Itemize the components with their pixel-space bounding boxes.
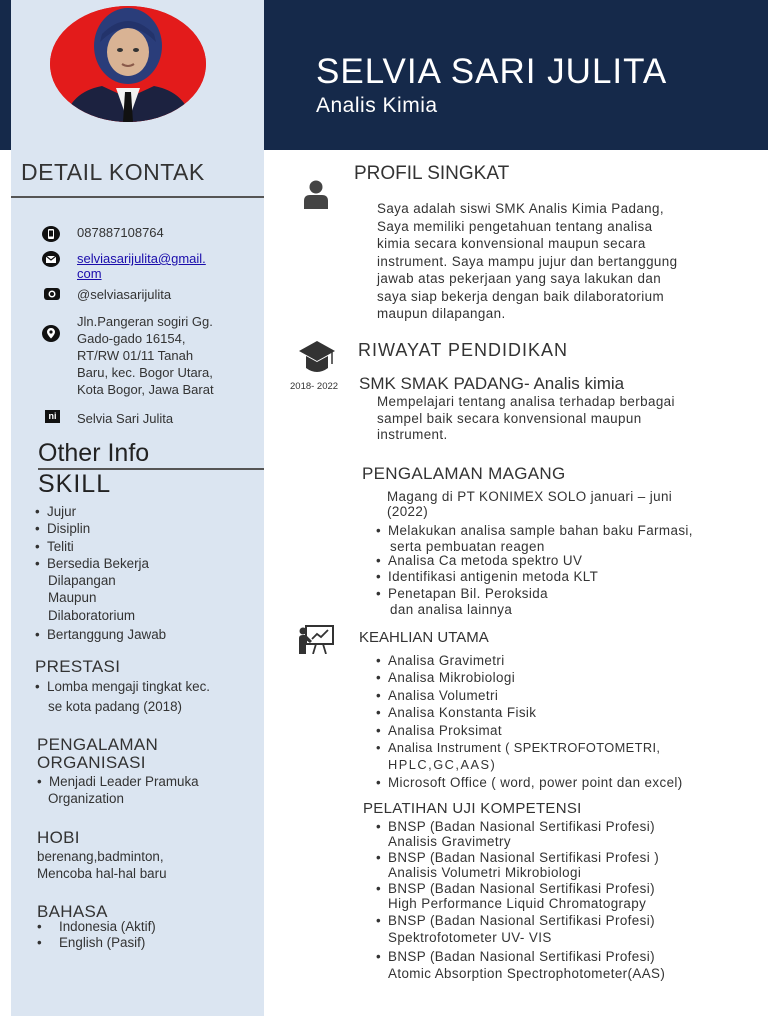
pelatihan-item-line: • BNSP (Badan Nasional Sertifikasi Profesi )	[388, 850, 660, 866]
education-school: SMK SMAK PADANG- Analis kimia	[359, 374, 625, 393]
profil-line: kimia secara konvensional maupun secara	[377, 236, 646, 251]
address-line: Gado-gado 16154,	[77, 331, 186, 346]
magang-item-line: • Analisa Ca metoda spektro UV	[388, 552, 583, 568]
organisasi-heading-line: PENGALAMAN	[37, 735, 159, 754]
organisasi-heading-line: ORGANISASI	[37, 753, 146, 772]
address-line: Jln.Pangeran sogiri Gg.	[77, 314, 213, 329]
pelatihan-item-line: • BNSP (Badan Nasional Sertifikasi Profesi)	[388, 912, 655, 928]
contact-linkedin: Selvia Sari Julita	[77, 411, 174, 426]
skill-item: • Jujur	[35, 503, 255, 520]
keahlian-item: • Analisa Proksimat	[376, 722, 761, 739]
pelatihan-item	[376, 882, 761, 911]
contact-email-line1: selviasarijulita@gmail.	[77, 251, 206, 266]
location-icon	[42, 325, 60, 342]
profil-line: Saya memiliki pengetahuan tentang analisa	[377, 218, 653, 234]
skill-item-continuation-line: Dilaboratorium	[48, 607, 136, 623]
skill-list	[35, 503, 255, 643]
linkedin-icon: ni	[45, 410, 60, 423]
phone-icon	[42, 226, 60, 242]
prestasi-heading: PRESTASI	[35, 657, 121, 676]
person-icon	[303, 180, 329, 209]
email-icon	[42, 251, 60, 267]
education-years: 2018- 2022	[290, 381, 339, 392]
bahasa-item: • Indonesia (Aktif)	[37, 919, 156, 934]
keahlian-item-line: HPLC,GC,AAS)	[388, 757, 497, 773]
education-desc-line: instrument.	[377, 427, 448, 442]
candidate-role: Analis Kimia	[316, 94, 438, 117]
pelatihan-item-line: Atomic Absorption Spectrophotometer(AAS)	[388, 966, 666, 982]
address-line: Kota Bogor, Jawa Barat	[77, 382, 214, 397]
education-desc-line: sampel baik secara konvensional maupun	[377, 410, 642, 426]
other-info-heading: Other Info	[38, 439, 150, 467]
hobi-text	[37, 848, 167, 883]
magang-intro-line: Magang di PT KONIMEX SOLO januari – juni	[387, 489, 673, 504]
organisasi-item: • Menjadi Leader Pramuka	[37, 773, 262, 790]
magang-item-line: dan analisa lainnya	[390, 602, 513, 617]
pelatihan-item	[376, 820, 761, 849]
bahasa-item-text: English (Pasif)	[59, 935, 146, 950]
profil-text	[377, 200, 757, 323]
skill-item: • Bertanggung Jawab	[35, 626, 255, 643]
pelatihan-item	[376, 851, 761, 880]
contact-email-link[interactable]	[77, 250, 206, 280]
skill-item-continuation-line: Maupun	[48, 590, 97, 606]
contact-heading: DETAIL KONTAK	[21, 159, 205, 185]
keahlian-item: • Analisa Gravimetri	[376, 652, 761, 669]
skill-item: • Teliti	[35, 538, 255, 555]
bahasa-heading: BAHASA	[37, 902, 108, 921]
pelatihan-item-line: • BNSP (Badan Nasional Sertifikasi Profesi)	[388, 819, 655, 834]
prestasi-list	[35, 678, 260, 716]
pelatihan-heading: PELATIHAN UJI KOMPETENSI	[363, 800, 582, 817]
magang-item	[376, 553, 761, 570]
bahasa-list	[37, 919, 156, 951]
graduation-cap-icon	[298, 340, 336, 376]
hobi-line: berenang,badminton,	[37, 849, 164, 864]
magang-item-line: • Penetapan Bil. Peroksida	[388, 585, 548, 601]
magang-heading: PENGALAMAN MAGANG	[362, 464, 566, 483]
contact-phone: 087887108764	[77, 225, 164, 240]
profil-line: saya siap bekerja dengan baik dilaboratorium	[377, 288, 665, 304]
keahlian-item: • Analisa Volumetri	[376, 687, 761, 704]
bahasa-item: • English (Pasif)	[37, 935, 146, 950]
profil-line: jawab atas pekerjaan yang saya lakukan dan	[377, 271, 662, 286]
organisasi-heading	[37, 736, 158, 772]
skill-item: • Bersedia Bekerja	[35, 555, 255, 572]
instagram-icon	[44, 287, 60, 301]
hobi-heading: HOBI	[37, 828, 80, 847]
magang-item	[376, 523, 761, 553]
skill-item: • Disiplin	[35, 520, 255, 537]
pelatihan-item	[376, 914, 761, 946]
profil-line: Saya adalah siswi SMK Analis Kimia Padang,	[377, 201, 664, 216]
organisasi-list	[37, 773, 262, 808]
avatar	[50, 6, 206, 122]
magang-list	[376, 523, 761, 619]
keahlian-item: • Analisa Mikrobiologi	[376, 669, 761, 686]
pelatihan-item-line: • BNSP (Badan Nasional Sertifikasi Profesi)	[388, 881, 655, 897]
pelatihan-item-line: Analisis Volumetri Mikrobiologi	[388, 864, 582, 880]
keahlian-heading: KEAHLIAN UTAMA	[359, 629, 489, 646]
skill-item-continuation	[35, 572, 255, 624]
prestasi-item-continuation: se kota padang (2018)	[48, 699, 183, 715]
presentation-icon	[298, 625, 334, 654]
address-line: Baru, kec. Bogor Utara,	[77, 365, 213, 380]
contact-address	[77, 313, 214, 398]
skill-heading: SKILL	[38, 470, 112, 498]
prestasi-item: • Lomba mengaji tingkat kec.	[35, 678, 260, 695]
contact-instagram: @selviasarijulita	[77, 287, 172, 302]
magang-item	[376, 586, 761, 619]
keahlian-item-line: • Analisa Instrument ( SPEKTROFOTOMETRI,	[388, 740, 661, 756]
profil-line: maupun dilapangan.	[377, 306, 506, 321]
bahasa-item-text: Indonesia (Aktif)	[59, 919, 156, 934]
magang-intro	[387, 489, 762, 519]
header-left-strip	[0, 0, 11, 150]
magang-item-line: • Melakukan analisa sample bahan baku Farmasi,	[388, 523, 693, 538]
keahlian-list	[376, 652, 761, 791]
address-line: RT/RW 01/11 Tanah	[77, 348, 194, 363]
hobi-line: Mencoba hal-hal baru	[37, 866, 167, 882]
contact-email-line2: com	[77, 266, 102, 281]
magang-item	[376, 569, 761, 586]
candidate-name: SELVIA SARI JULITA	[316, 52, 668, 91]
pelatihan-item-line: Analisis Gravimetry	[388, 833, 511, 849]
keahlian-item	[376, 739, 761, 774]
contact-heading-rule	[11, 196, 264, 198]
magang-item-line: • Identifikasi antigenin metoda KLT	[388, 569, 599, 584]
pelatihan-item-line: High Performance Liquid Chromatograpy	[388, 895, 647, 911]
pelatihan-list	[376, 820, 761, 982]
education-description	[377, 394, 757, 444]
magang-item-line: serta pembuatan reagen	[390, 538, 545, 554]
profile-photo	[50, 6, 206, 122]
keahlian-item: • Microsoft Office ( word, power point dan excel)	[376, 774, 761, 791]
skill-item-continuation-line: Dilapangan	[48, 573, 116, 589]
organisasi-item-continuation: Organization	[48, 791, 124, 807]
pelatihan-item-line: Spektrofotometer UV- VIS	[388, 930, 552, 946]
education-desc-line: Mempelajari tentang analisa terhadap berbagai	[377, 394, 675, 409]
page-bottom-margin	[0, 1016, 768, 1024]
profil-line: instrument. Saya mampu jujur dan bertanggung	[377, 253, 678, 269]
pendidikan-heading: RIWAYAT PENDIDIKAN	[358, 340, 569, 360]
profil-heading: PROFIL SINGKAT	[354, 163, 510, 184]
pelatihan-item-line: • BNSP (Badan Nasional Sertifikasi Profesi)	[388, 948, 655, 964]
pelatihan-item	[376, 950, 761, 982]
magang-intro-line: (2022)	[387, 504, 429, 519]
keahlian-item: • Analisa Konstanta Fisik	[376, 704, 761, 721]
